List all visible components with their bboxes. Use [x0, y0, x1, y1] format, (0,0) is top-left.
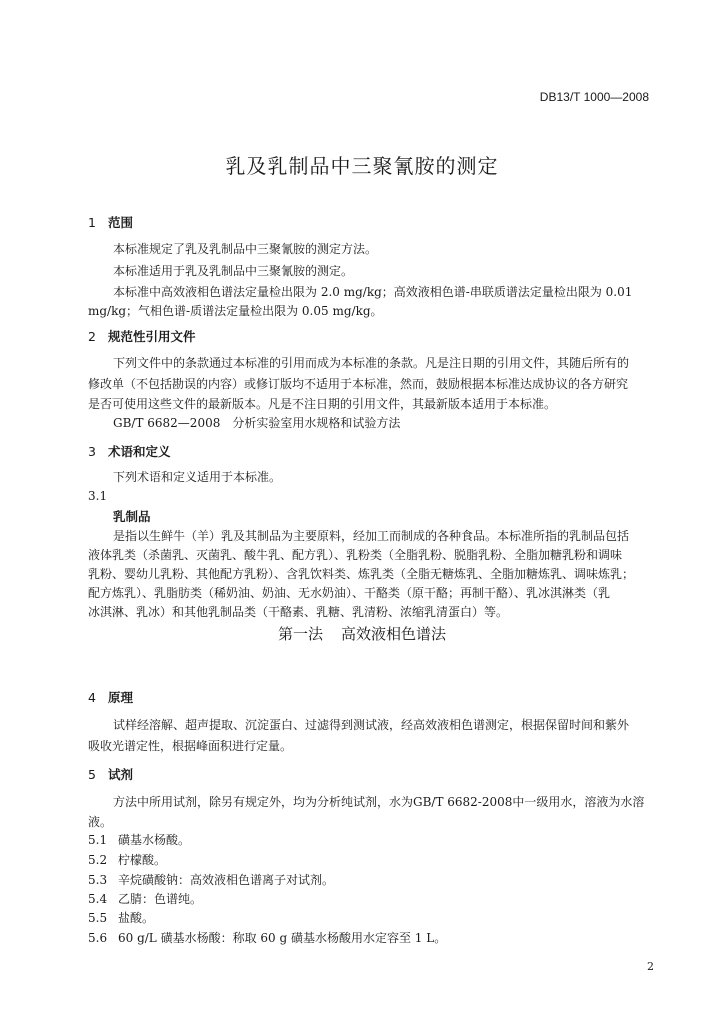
- paragraph-line: 乳粉、婴幼儿乳粉、其他配方乳粉）、含乳饮料类、炼乳类（全脂无糖炼乳、全脂加糖炼乳、调味炼乳；: [88, 567, 635, 581]
- section-number: 4: [88, 690, 96, 705]
- paragraph-line: 试样经溶解、超声提取、沉淀蛋白、过滤得到测试液，经高效液相色谱测定，根据保留时间和紫外: [113, 718, 630, 732]
- section-number: 3: [88, 444, 96, 459]
- paragraph-line: mg/kg；气相色谱-质谱法定量检出限为 0.05 mg/kg。: [88, 304, 383, 318]
- item-number: 5.2: [88, 853, 108, 867]
- standard-number: DB13/T 1000—2008: [539, 90, 649, 104]
- section-5-heading: [88, 765, 133, 783]
- method-number: 第一法: [277, 625, 323, 643]
- item-text: 盐酸。: [118, 911, 155, 925]
- section-title: 术语和定义: [108, 444, 171, 459]
- item-text: 磺基水杨酸。: [118, 833, 191, 847]
- paragraph-line: 配方炼乳）、乳脂肪类（稀奶油、奶油、无水奶油）、干酪类（原干酪；再制干酪）、乳冰淇淋类（乳: [88, 586, 611, 600]
- item-text: 乙腈：色谱纯。: [118, 892, 203, 906]
- item-number: 5.1: [88, 833, 108, 847]
- method-name: 高效液相色谱法: [341, 625, 447, 643]
- document-title: 乳及乳制品中三聚氰胺的测定: [225, 154, 499, 178]
- paragraph-line: 下列术语和定义适用于本标准。: [113, 470, 282, 484]
- reagent-item: [88, 851, 166, 868]
- paragraph-line: 吸收光谱定性，根据峰面积进行定量。: [88, 739, 293, 753]
- item-number: 5.3: [88, 873, 108, 887]
- paragraph-line: 修改单（不包括勘误的内容）或修订版均不适用于本标准，然而，鼓励根据本标准达成协议的各方研究: [88, 377, 629, 391]
- item-number: 5.5: [88, 911, 108, 925]
- reagent-item: [88, 871, 334, 888]
- item-number: 5.6: [88, 931, 108, 945]
- section-title: 规范性引用文件: [108, 329, 196, 344]
- paragraph-line: 液体乳类（杀菌乳、灭菌乳、酸牛乳、配方乳）、乳粉类（全脂乳粉、脱脂乳粉、全脂加糖乳粉和调味: [88, 548, 623, 562]
- subsection-number: 3.1: [88, 489, 108, 503]
- item-number: 5.4: [88, 892, 108, 906]
- item-text: 60 g/L 磺基水杨酸：称取 60 g 磺基水杨酸用水定容至 1 L。: [118, 931, 447, 945]
- subsection-title: 乳制品: [113, 509, 151, 524]
- reagent-item: [88, 909, 154, 926]
- section-title: 原理: [108, 690, 134, 705]
- paragraph-line: 液。: [88, 815, 113, 829]
- section-title: 试剂: [108, 767, 134, 782]
- reference-entry: GB/T 6682—2008 分析实验室用水规格和试验方法: [113, 416, 401, 430]
- item-text: 柠檬酸。: [118, 853, 167, 867]
- paragraph-line: 下列文件中的条款通过本标准的引用而成为本标准的条款。凡是注日期的引用文件，其随后所有的: [113, 356, 630, 370]
- section-4-heading: [88, 688, 133, 706]
- paragraph-line: 是否可使用这些文件的最新版本。凡是不注日期的引用文件，其最新版本适用于本标准。: [88, 397, 557, 411]
- paragraph-line: 是指以生鲜牛（羊）乳及其制品为主要原料，经加工而制成的各种食品。本标准所指的乳制品包括: [113, 529, 630, 543]
- section-2-heading: [88, 327, 196, 345]
- paragraph-line: 冰淇淋、乳冰）和其他乳制品类（干酪素、乳糖、乳清粉、浓缩乳清蛋白）等。: [88, 605, 509, 619]
- reagent-item: [88, 890, 202, 907]
- reagent-item: [88, 929, 446, 946]
- section-1-heading: [88, 213, 133, 231]
- method-heading: [0, 623, 724, 644]
- section-number: 2: [88, 329, 96, 344]
- reagent-item: [88, 831, 190, 848]
- paragraph-line: 本标准规定了乳及乳制品中三聚氰胺的测定方法。: [113, 242, 378, 256]
- section-3-heading: [88, 442, 171, 460]
- paragraph-line: 本标准适用于乳及乳制品中三聚氰胺的测定。: [113, 264, 354, 278]
- paragraph-line: 本标准中高效液相色谱法定量检出限为 2.0 mg/kg；高效液相色谱-串联质谱法定量检出限为 0.01: [113, 285, 633, 299]
- page-number: 2: [647, 960, 654, 973]
- section-title: 范围: [108, 215, 134, 230]
- section-number: 5: [88, 767, 96, 782]
- paragraph-line: 方法中所用试剂，除另有规定外，均为分析纯试剂，水为GB/T 6682-2008中一级用水，溶液为水溶: [113, 795, 645, 809]
- section-number: 1: [88, 215, 96, 230]
- item-text: 辛烷磺酸钠：高效液相色谱离子对试剂。: [118, 873, 335, 887]
